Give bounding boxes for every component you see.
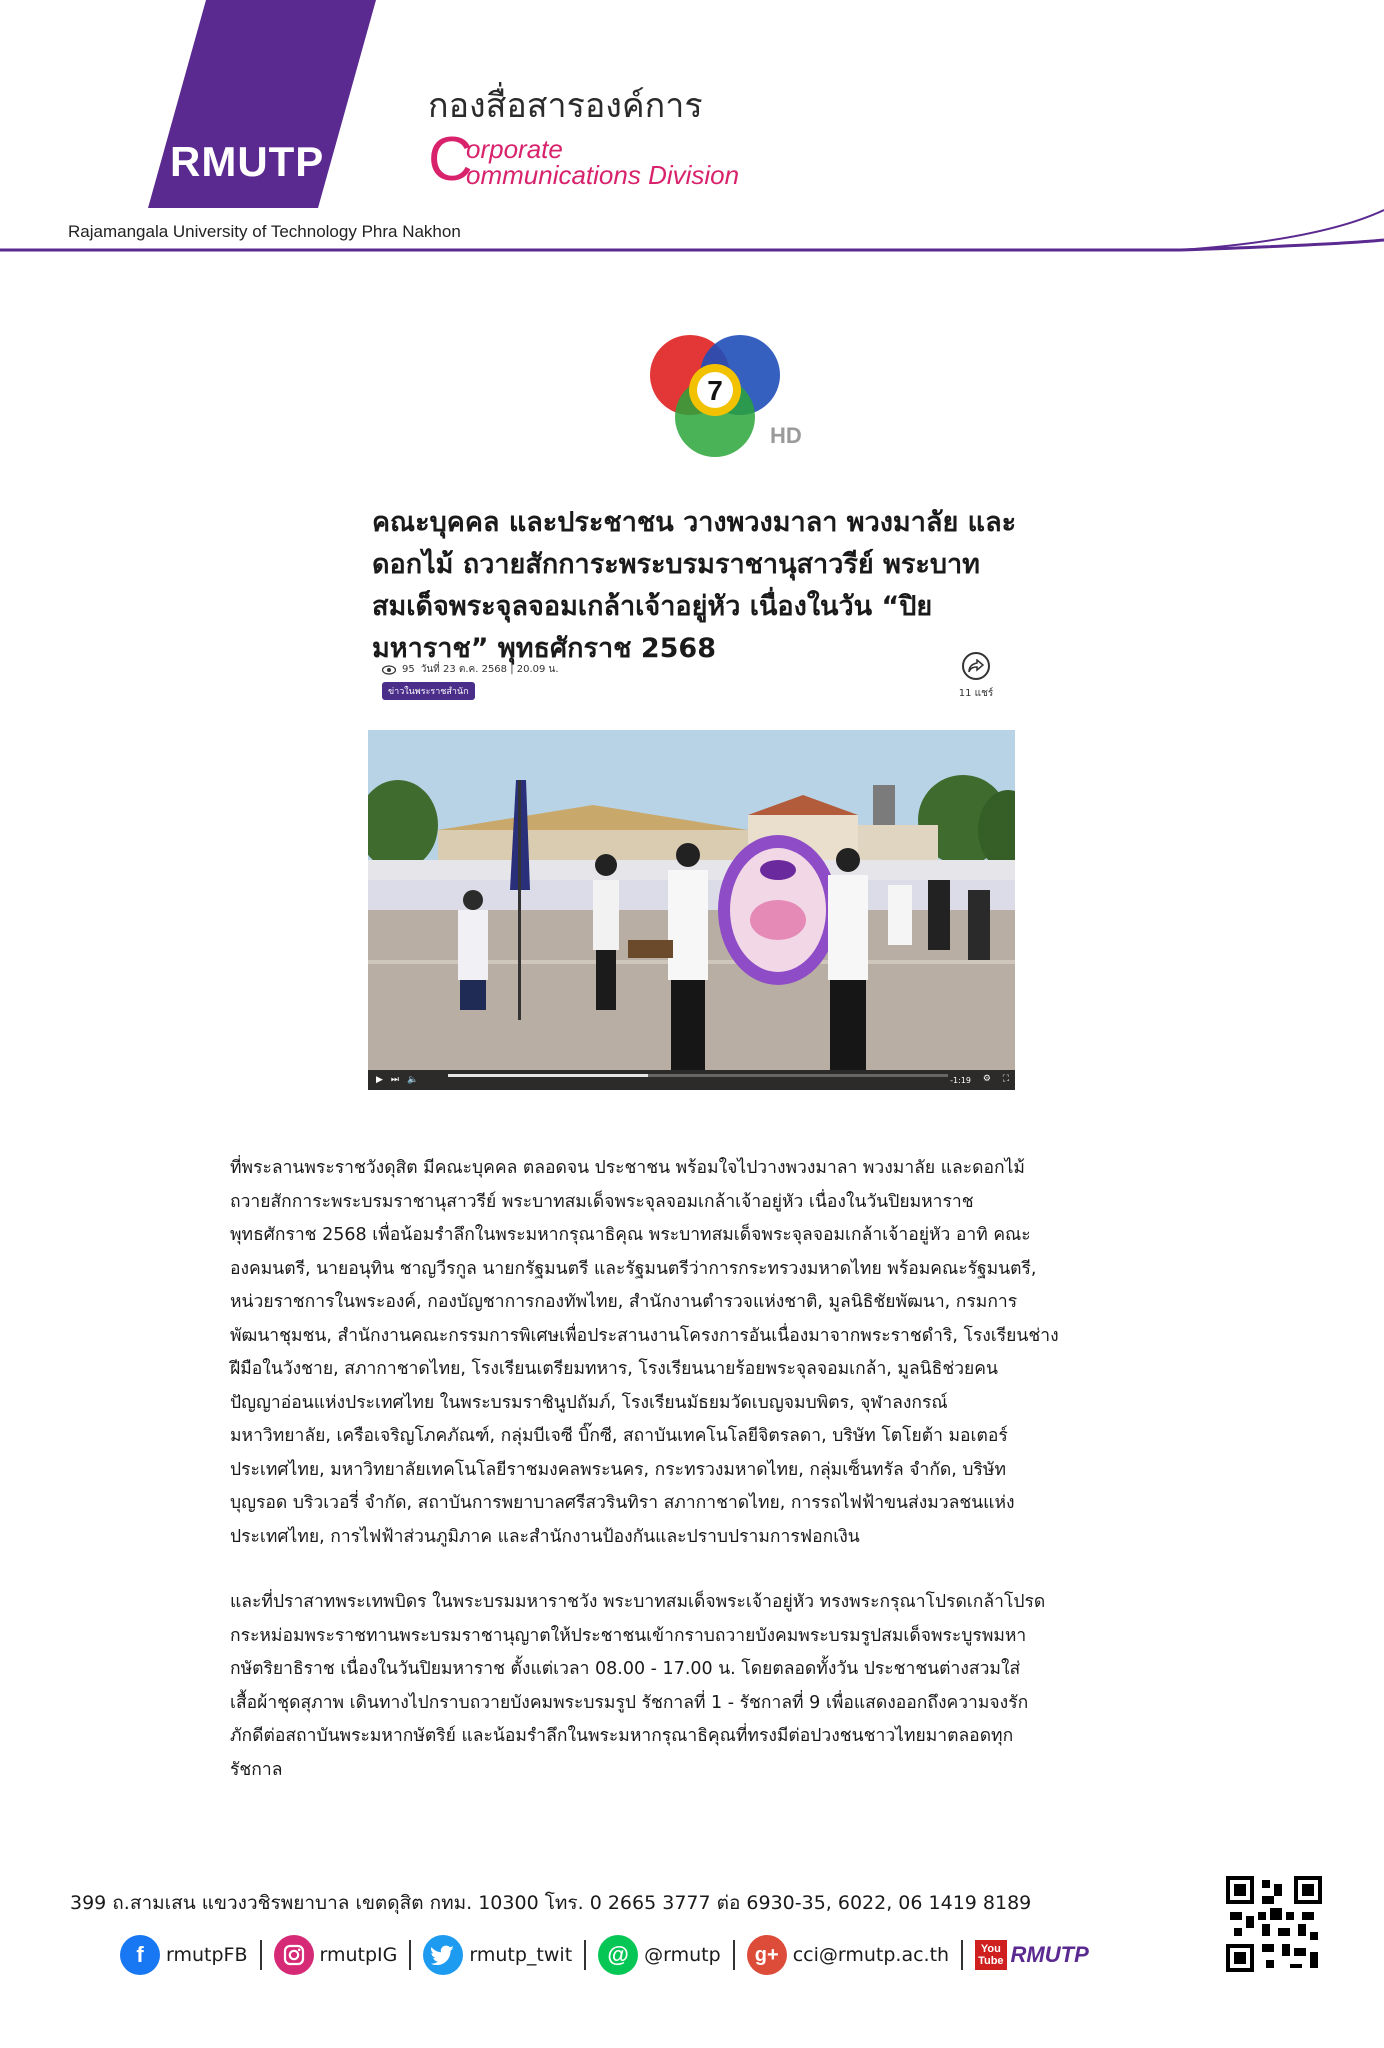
share-icon[interactable] xyxy=(962,652,990,680)
next-icon[interactable]: ⏭ xyxy=(390,1075,400,1085)
fullscreen-icon[interactable]: ⛶ xyxy=(1002,1074,1009,1084)
play-icon[interactable]: ▶ xyxy=(376,1075,383,1085)
paragraph-line: ปัญญาอ่อนแห่งประเทศไทย ในพระบรมราชินูปถัมภ์, โรงเรียนมัธยมวัดเบญจมบพิตร, จุฬาลงกรณ์ xyxy=(230,1392,948,1413)
org-name-initial: C xyxy=(428,125,473,194)
paragraph-line: ถวายสักการะพระบรมราชานุสาวรีย์ พระบาทสมเด็จพระจุลจอมเกล้าเจ้าอยู่หัว เนื่องในวันปิยมหาราช xyxy=(230,1191,974,1212)
footer-social-links xyxy=(120,1930,1089,1980)
paragraph-line: ประเทศไทย, การไฟฟ้าส่วนภูมิภาค และสำนักงานป้องกันและปราบปรามการฟอกเงิน xyxy=(230,1526,860,1547)
paragraph-line: บุญรอด บริวเวอรี่ จำกัด, สถาบันการพยาบาลศรีสวรินทิรา สภากาชาดไทย, การรถไฟฟ้าขนส่งมวลชนแห่ง xyxy=(230,1493,1015,1513)
video-progress-fill xyxy=(448,1074,648,1077)
channel7-number: 7 xyxy=(707,375,723,406)
email-address: cci@rmutp.ac.th xyxy=(792,1944,950,1966)
separator xyxy=(733,1940,735,1970)
news-video[interactable] xyxy=(368,730,1015,1090)
separator xyxy=(584,1940,586,1970)
channel7-logo xyxy=(630,325,810,475)
view-count: 95 xyxy=(402,664,415,675)
paragraph-line: ประเทศไทย, มหาวิทยาลัยเทคโนโลยีราชมงคลพระนคร, กระทรวงมหาดไทย, กลุ่มเซ็นทรัล จำกัด, บริษัท xyxy=(230,1459,1006,1480)
paragraph-line: ภักดีต่อสถาบันพระมหากษัตริย์ และน้อมรำลึกในพระมหากรุณาธิคุณที่ทรงมีต่อปวงชนชาวไทยมาตลอดทุก xyxy=(230,1726,1014,1746)
twitter-bird-icon xyxy=(423,1935,463,1975)
facebook-icon: f xyxy=(120,1935,160,1975)
paragraph-line: เสื้อผ้าชุดสุภาพ เดินทางไปกราบถวายบังคมพระบรมรูป รัชกาลที่ 1 - รัชกาลที่ 9 เพื่อแสดงออกถึงความจงรัก xyxy=(230,1692,1029,1713)
youtube-icon xyxy=(975,1940,1006,1970)
qr-code-icon[interactable] xyxy=(1226,1876,1322,1972)
paragraph-line: หน่วยราชการในพระองค์, กองบัญชาการกองทัพไทย, สำนักงานตำรวจแห่งชาติ, มูลนิธิชัยพัฒนา, กรมการ xyxy=(230,1292,1018,1312)
separator xyxy=(260,1940,262,1970)
paragraph-line: ฝีมือในวังชาย, สภากาชาดไทย, โรงเรียนเตรียมทหาร, โรงเรียนนายร้อยพระจุลจอมเกล้า, มูลนิธิช่วยคน xyxy=(230,1359,998,1379)
paragraph-line: มหาวิทยาลัย, เครือเจริญโภคภัณฑ์, กลุ่มบีเจซี บิ๊กซี, สถาบันเทคโนโลยีจิตรลดา, บริษัท โตโยต้า มอเตอร์ xyxy=(230,1426,1008,1446)
separator xyxy=(409,1940,411,1970)
title-line: สมเด็จพระจุลจอมเกล้าเจ้าอยู่หัว เนื่องในวัน “ปิย xyxy=(372,591,933,622)
email-link[interactable] xyxy=(747,1935,949,1975)
paragraph-line: รัชกาล xyxy=(230,1759,283,1780)
org-name-line1: orporate xyxy=(466,134,563,164)
title-line: คณะบุคคล และประชาชน วางพวงมาลา พวงมาลัย และ xyxy=(372,507,1017,538)
article-paragraph-2 xyxy=(230,1586,1210,1787)
paragraph-line: องคมนตรี, นายอนุทิน ชาญวีรกูล นายกรัฐมนตรี และรัฐมนตรีว่าการกระทรวงมหาดไทย พร้อมคณะรัฐมนตรี, xyxy=(230,1258,1037,1279)
video-progress-bar[interactable] xyxy=(448,1074,948,1077)
eye-icon xyxy=(382,665,396,675)
instagram-icon xyxy=(274,1935,314,1975)
facebook-link[interactable] xyxy=(120,1935,248,1975)
video-time: -1:19 xyxy=(950,1076,971,1085)
rmutp-logo-text: RMUTP xyxy=(170,138,325,185)
youtube-icon-top: You xyxy=(980,1943,1001,1955)
article-paragraph-1 xyxy=(230,1152,1210,1554)
category-tag[interactable]: ข่าวในพระราชสำนัก xyxy=(382,682,475,700)
letterhead xyxy=(0,0,1384,260)
youtube-channel: RMUTP xyxy=(1010,1942,1089,1967)
paragraph-line: และที่ปราสาทพระเทพบิดร ในพระบรมมหาราชวัง พระบาทสมเด็จพระเจ้าอยู่หัว ทรงพระกรุณาโปรดเกล้าโปรด xyxy=(230,1592,1046,1612)
facebook-handle: rmutpFB xyxy=(166,1944,248,1966)
settings-gear-icon[interactable]: ⚙ xyxy=(982,1074,991,1084)
org-name-line2: ommunications Division xyxy=(466,160,740,190)
article-meta xyxy=(382,662,559,677)
paragraph-line: ที่พระลานพระราชวังดุสิต มีคณะบุคคล ตลอดจน ประชาชน พร้อมใจไปวางพวงมาลา พวงมาลัย และดอกไม้ xyxy=(230,1158,1025,1178)
instagram-handle: rmutpIG xyxy=(319,1944,398,1966)
volume-icon[interactable]: 🔈 xyxy=(407,1075,419,1085)
paragraph-line: กระหม่อมพระราชทานพระบรมราชานุญาตให้ประชาชนเข้ากราบถวายบังคมพระบรมรูปสมเด็จพระบูรพมหา xyxy=(230,1625,1027,1646)
title-line: ดอกไม้ ถวายสักการะพระบรมราชานุสาวรีย์ พระบาท xyxy=(372,549,980,580)
twitter-link[interactable] xyxy=(423,1935,572,1975)
youtube-icon-bottom: Tube xyxy=(978,1955,1004,1967)
instagram-link[interactable] xyxy=(274,1935,398,1975)
video-controls xyxy=(368,1070,1015,1090)
org-name-thai: กองสื่อสารองค์การ xyxy=(428,86,703,126)
line-handle: @rmutp xyxy=(644,1944,721,1966)
separator xyxy=(961,1940,963,1970)
paragraph-line: พัฒนาชุมชน, สำนักงานคณะกรรมการพิเศษเพื่อประสานงานโครงการอันเนื่องมาจากพระราชดำริ, โรงเรียนช่าง xyxy=(230,1325,1059,1346)
twitter-handle: rmutp_twit xyxy=(469,1944,573,1966)
channel7-hd: HD xyxy=(770,423,802,448)
title-line: มหาราช” พุทธศักราช 2568 xyxy=(372,633,716,664)
video-thumbnail xyxy=(368,730,1015,1090)
line-at-icon: @ xyxy=(598,1935,638,1975)
youtube-link[interactable] xyxy=(975,1940,1089,1970)
article-title xyxy=(372,502,1032,670)
google-plus-icon: g+ xyxy=(747,1935,787,1975)
paragraph-line: กษัตริยาธิราช เนื่องในวันปิยมหาราช ตั้งแต่เวลา 08.00 - 17.00 น. โดยตลอดทั้งวัน ประชาชนต่างสวมใส่ xyxy=(230,1659,1021,1679)
share-count: 11 แชร์ xyxy=(958,688,994,699)
publish-date: วันที่ 23 ต.ค. 2568 | 20.09 น. xyxy=(420,664,559,675)
footer-address: 399 ถ.สามเสน แขวงวชิรพยาบาล เขตดุสิต กทม. 10300 โทร. 0 2665 3777 ต่อ 6930-35, 6022, 06 1419 8189 xyxy=(70,1892,1032,1914)
university-name: Rajamangala University of Technology Phra Nakhon xyxy=(68,222,461,241)
paragraph-line: พุทธศักราช 2568 เพื่อน้อมรำลึกในพระมหากรุณาธิคุณ พระบาทสมเด็จพระจุลจอมเกล้าเจ้าอยู่หัว อาทิ คณะ xyxy=(230,1225,1031,1245)
line-link[interactable] xyxy=(598,1935,721,1975)
share-button[interactable] xyxy=(956,652,996,701)
